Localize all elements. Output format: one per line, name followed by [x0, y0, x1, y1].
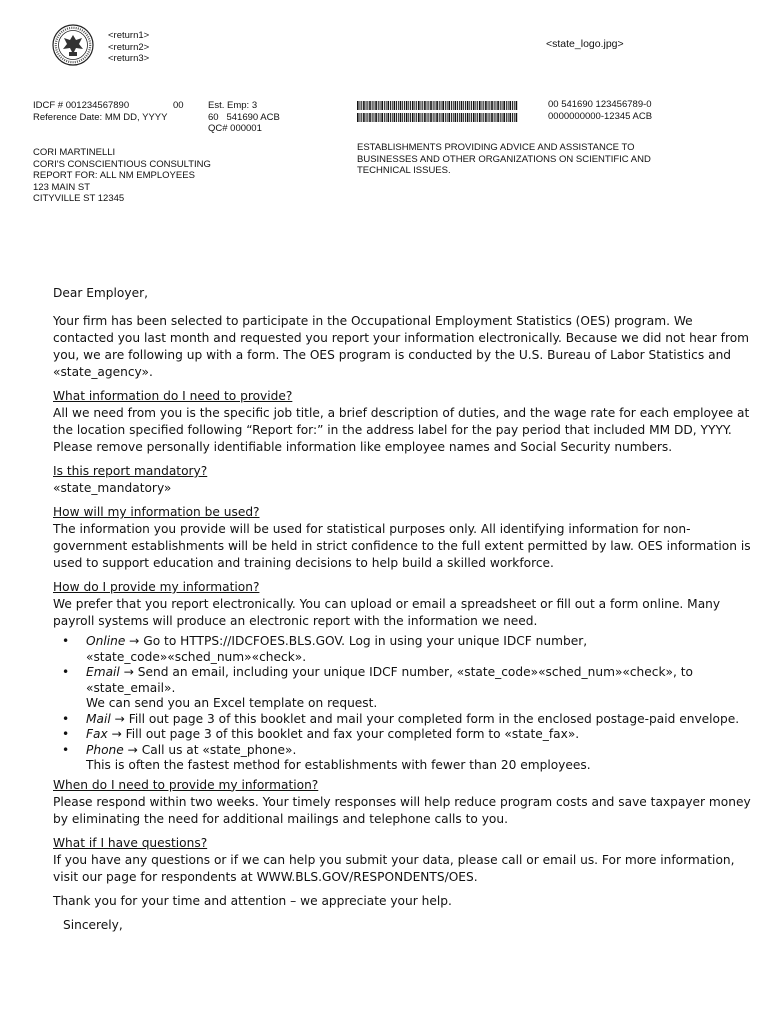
barcode-bar	[503, 101, 505, 110]
barcode-bar	[410, 101, 411, 110]
barcode-bar	[465, 113, 466, 122]
return-address	[108, 30, 149, 65]
barcode-bar	[404, 113, 405, 122]
method-note: We can send you an Excel template on request.	[86, 696, 378, 710]
method-name: Email	[86, 665, 120, 679]
barcode-bar	[430, 113, 432, 122]
barcode-bar	[396, 101, 397, 110]
barcode-bar	[455, 101, 457, 110]
reference-date: Reference Date: MM DD, YYYY	[33, 111, 168, 123]
barcode-bar	[494, 101, 495, 110]
return-line-1: <return1>	[108, 30, 150, 41]
barcode-bar	[435, 101, 436, 110]
address-line: 123 MAIN ST	[33, 181, 91, 193]
barcode-bar	[402, 113, 403, 122]
barcode-bar	[502, 101, 503, 110]
barcode-bar	[372, 113, 373, 122]
barcode-bar	[398, 113, 399, 122]
barcode-bar	[500, 113, 501, 122]
barcode-bar	[467, 101, 469, 110]
barcode-bar	[473, 101, 475, 110]
barcode-bar	[512, 113, 513, 122]
barcode-bar	[467, 113, 469, 122]
barcode-bar	[475, 113, 476, 122]
question-heading: What information do I need to provide?	[53, 389, 293, 403]
reporting-methods-list	[53, 634, 753, 774]
barcode-bar	[465, 101, 466, 110]
barcode-bar	[418, 101, 420, 110]
barcode-bar	[506, 113, 507, 122]
barcode-bar	[445, 113, 446, 122]
barcode-bar	[461, 113, 463, 122]
barcode-bar	[381, 101, 383, 110]
return-line-2: <return2>	[108, 41, 150, 53]
barcode-bar	[508, 113, 509, 122]
method-text: → Call us at «state_phone».	[123, 742, 297, 757]
barcode-bar	[424, 113, 426, 122]
method-name: Mail	[86, 711, 111, 726]
barcode-bar	[497, 101, 499, 110]
barcode-bar	[380, 113, 381, 122]
address-line: CORI'S CONSCIENTIOUS CONSULTING	[33, 158, 211, 170]
barcode-bar	[433, 101, 434, 110]
barcode-bar	[496, 113, 497, 122]
barcode-bar	[506, 101, 507, 110]
barcode-bar	[412, 101, 414, 110]
barcode-bar	[408, 101, 409, 110]
barcode-bar	[428, 101, 429, 110]
barcode-bar	[421, 101, 422, 110]
barcode-bar	[394, 113, 396, 122]
barcode-bar	[500, 101, 501, 110]
barcode-bar	[388, 113, 390, 122]
barcode-bar	[436, 113, 438, 122]
barcode-bar	[396, 113, 397, 122]
barcode-bar	[488, 113, 489, 122]
barcode-bar	[494, 113, 495, 122]
barcode-bar	[357, 101, 359, 110]
question-heading: Is this report mandatory?	[53, 464, 208, 478]
barcode-bar	[477, 113, 478, 122]
barcode-bar	[418, 113, 420, 122]
answer-paragraph: The information you provide will be used for statistical purposes only. All identifying information for non-government establishments will be held in strict confidence to the full extent permitted by law. OES information is used to support education and training decisions to help build a skilled workforce.	[53, 522, 751, 570]
barcode-bar	[497, 113, 499, 122]
barcode-bar	[489, 113, 490, 122]
thanks-line: Thank you for your time and attention – we appreciate your help.	[53, 893, 452, 908]
barcode	[357, 101, 519, 123]
barcode-bar	[489, 101, 490, 110]
barcode-bar	[442, 113, 444, 122]
question-heading: How do I provide my information?	[53, 580, 260, 594]
idcf-block	[33, 100, 184, 123]
barcode-bar	[378, 101, 379, 110]
est-emp: Est. Emp: 3	[208, 100, 258, 111]
closing: Sincerely,	[63, 917, 123, 932]
barcode-bar	[483, 113, 484, 122]
state-logo-placeholder: <state_logo.jpg>	[546, 38, 624, 50]
barcode-bar	[400, 113, 402, 122]
method-text: → Go to HTTPS://IDCFOES.BLS.GOV. Log in using your unique IDCF number, «state_code»«sched_num»«check».	[86, 634, 588, 664]
barcode-bar	[436, 101, 438, 110]
barcode-bar	[473, 113, 475, 122]
barcode-bar	[422, 101, 423, 110]
barcode-bar	[392, 101, 393, 110]
barcode-bar	[367, 101, 368, 110]
barcode-bar	[461, 101, 463, 110]
barcode-bar	[433, 113, 434, 122]
barcode-bar	[408, 113, 409, 122]
barcode-text	[548, 99, 652, 122]
barcode-bar	[491, 101, 493, 110]
barcode-bar	[414, 113, 415, 122]
barcode-bar	[372, 101, 373, 110]
qc-number: QC# 000001	[208, 123, 262, 134]
barcode-bar	[442, 101, 444, 110]
barcode-bar	[514, 113, 515, 122]
method-name: Online	[86, 634, 126, 648]
answer-paragraph: All we need from you is the specific job title, a brief description of duties, and the wage rate for each employee at the location specified following “Report for:” in the address label for the pay period that included MM DD, YYYY. Please remove personally identifiable information like employee names and Social Security numbers.	[53, 406, 750, 454]
barcode-bar	[404, 101, 405, 110]
barcode-bar	[398, 101, 399, 110]
barcode-bar	[479, 101, 481, 110]
barcode-bar	[427, 101, 428, 110]
industry-description: ESTABLISHMENTS PROVIDING ADVICE AND ASSISTANCE TO BUSINESSES AND OTHER ORGANIZATIONS ON SCIENTIFIC AND TECHNICAL ISSUES.	[357, 142, 651, 176]
barcode-bar	[441, 113, 442, 122]
question-heading: How will my information be used?	[53, 505, 260, 519]
barcode-bar	[516, 113, 518, 122]
barcode-bar	[390, 101, 391, 110]
barcode-bar	[459, 101, 460, 110]
barcode-bar	[366, 113, 367, 122]
answer-paragraph: If you have any questions or if we can help you submit your data, please call or email us. For more information, visit our page for respondents at WWW.BLS.GOV/RESPONDENTS/OES.	[53, 852, 735, 884]
barcode-bar	[422, 113, 423, 122]
method-text: → Fill out page 3 of this booklet and mail your completed form in the enclosed postage-paid envelope.	[110, 711, 740, 726]
barcode-bar	[435, 113, 436, 122]
barcode-bar	[416, 113, 417, 122]
barcode-bar	[366, 101, 367, 110]
barcode-bar	[463, 101, 464, 110]
barcode-bar	[363, 101, 365, 110]
greeting: Dear Employer,	[53, 286, 148, 300]
barcode-bar	[449, 101, 451, 110]
answer-paragraph: We prefer that you report electronically. You can upload or email a spreadsheet or fill out a form online. Many payroll systems will produce an electronic report with the information we need.	[53, 597, 721, 628]
barcode-bar	[482, 101, 483, 110]
barcode-bar	[496, 101, 497, 110]
barcode-bar	[386, 113, 387, 122]
barcode-bar	[439, 101, 440, 110]
address-line: CORI MARTINELLI	[33, 147, 116, 158]
barcode-bar	[357, 113, 359, 122]
barcode-bar	[516, 101, 518, 110]
question-heading: When do I need to provide my information?	[53, 777, 319, 792]
barcode-bar	[488, 101, 489, 110]
barcode-bar	[483, 101, 484, 110]
barcode-bar	[374, 101, 375, 110]
barcode-bar	[386, 101, 387, 110]
barcode-bar	[369, 113, 371, 122]
barcode-bar	[447, 113, 448, 122]
method-text: → Fill out page 3 of this booklet and fax your completed form to «state_fax».	[107, 727, 580, 741]
establishment-info	[208, 100, 280, 135]
barcode-bar	[381, 113, 383, 122]
method-note: This is often the fastest method for establishments with fewer than 20 employees.	[86, 758, 591, 772]
barcode-bar	[510, 101, 512, 110]
barcode-bar	[475, 101, 476, 110]
barcode-bar	[457, 113, 458, 122]
barcode-bar	[471, 101, 472, 110]
intro-paragraph: Your firm has been selected to participate in the Occupational Employment Statistics (OES) program. We contacted you last month and requested you report your information electronically. Because we did not hear from you, we are following up with a form. The OES program is conducted by the U.S. Bureau of Labor Statistics and «state_agency».	[53, 314, 750, 379]
list-item	[86, 712, 753, 728]
barcode-bar	[459, 113, 460, 122]
barcode-bar	[457, 101, 458, 110]
barcode-line-2: 0000000000-12345 ACB	[548, 110, 653, 122]
barcode-line-1: 00 541690 123456789-0	[548, 99, 652, 110]
mailing-address	[33, 147, 211, 205]
barcode-bar	[406, 101, 408, 110]
barcode-bar	[455, 113, 457, 122]
barcode-bar	[390, 113, 391, 122]
barcode-bar	[380, 101, 381, 110]
barcode-bar	[360, 101, 361, 110]
barcode-bar	[512, 101, 513, 110]
barcode-bar	[416, 101, 417, 110]
barcode-bar	[394, 101, 396, 110]
idcf-number: IDCF # 001234567890	[33, 100, 130, 111]
barcode-bar	[375, 113, 377, 122]
barcode-bar	[378, 113, 379, 122]
barcode-bar	[360, 113, 361, 122]
address-line: CITYVILLE ST 12345	[33, 193, 125, 204]
list-item	[86, 727, 753, 743]
barcode-bar	[388, 101, 390, 110]
method-name: Phone	[86, 742, 124, 757]
barcode-bar	[384, 101, 385, 110]
barcode-bar	[430, 101, 432, 110]
barcode-bar	[427, 113, 428, 122]
barcode-bar	[502, 113, 503, 122]
barcode-bar	[451, 113, 452, 122]
barcode-bar	[445, 101, 446, 110]
barcode-bar	[439, 113, 440, 122]
barcode-bar	[406, 113, 408, 122]
list-item	[86, 743, 753, 774]
question-heading: What if I have questions?	[53, 835, 208, 850]
barcode-bar	[392, 113, 393, 122]
barcode-bar	[421, 113, 422, 122]
answer-paragraph: Please respond within two weeks. Your timely responses will help reduce program costs and save taxpayer money by eliminating the need for additional mailings and telephone calls to you.	[53, 794, 751, 826]
answer-paragraph: «state_mandatory»	[53, 481, 172, 495]
barcode-bar	[367, 113, 368, 122]
barcode-bar	[428, 113, 429, 122]
barcode-bar	[410, 113, 411, 122]
barcode-bar	[485, 113, 487, 122]
barcode-bar	[453, 113, 454, 122]
method-text: → Send an email, including your unique IDCF number, «state_code»«sched_num»«check», to «state_email».	[86, 665, 693, 695]
barcode-bar	[361, 101, 362, 110]
barcode-bar	[453, 101, 454, 110]
barcode-bar	[471, 113, 472, 122]
method-name: Fax	[86, 727, 108, 741]
barcode-bar	[485, 101, 487, 110]
barcode-bar	[482, 113, 483, 122]
barcode-bar	[375, 101, 377, 110]
barcode-bar	[463, 113, 464, 122]
barcode-bar	[449, 113, 451, 122]
barcode-bar	[363, 113, 365, 122]
idcf-suffix: 00	[173, 100, 184, 111]
barcode-bar	[361, 113, 362, 122]
barcode-bar	[469, 101, 470, 110]
barcode-bar	[514, 101, 515, 110]
return-line-3: <return3>	[108, 53, 150, 64]
barcode-bar	[424, 101, 426, 110]
barcode-bar	[400, 101, 402, 110]
barcode-bar	[508, 101, 509, 110]
barcode-bar	[477, 101, 478, 110]
barcode-bar	[491, 113, 493, 122]
barcode-bar	[402, 101, 403, 110]
barcode-bar	[414, 101, 415, 110]
barcode-bar	[412, 113, 414, 122]
list-item	[86, 634, 753, 665]
codes-line: 60 541690 ACB	[208, 111, 280, 123]
barcode-bar	[469, 113, 470, 122]
barcode-bar	[384, 113, 385, 122]
barcode-bar	[503, 113, 505, 122]
barcode-bar	[510, 113, 512, 122]
list-item	[86, 665, 753, 712]
barcode-bar	[451, 101, 452, 110]
barcode-bar	[374, 113, 375, 122]
dept-of-labor-seal-icon	[52, 24, 94, 66]
letter-body	[53, 285, 753, 941]
barcode-bar	[447, 101, 448, 110]
address-line: REPORT FOR: ALL NM EMPLOYEES	[33, 170, 195, 181]
barcode-bar	[441, 101, 442, 110]
barcode-bar	[479, 113, 481, 122]
barcode-bar	[369, 101, 371, 110]
